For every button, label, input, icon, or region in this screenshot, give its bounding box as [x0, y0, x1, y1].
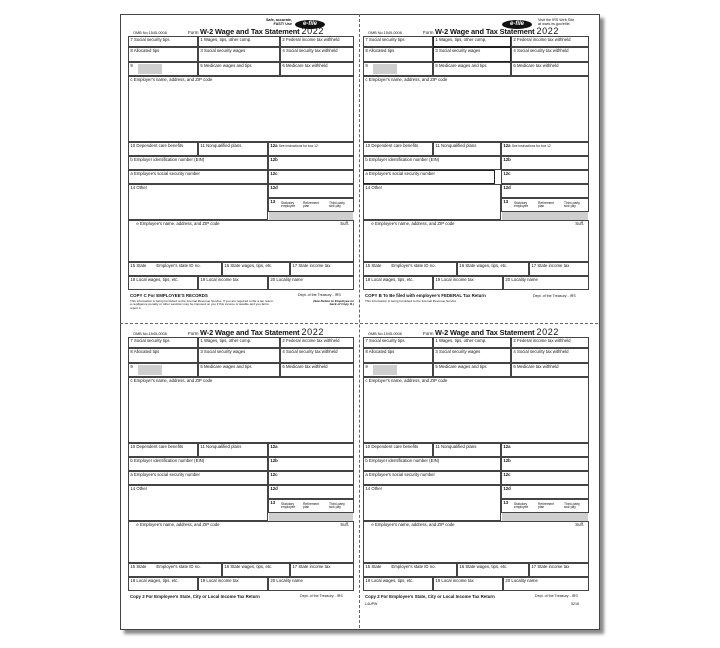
box6-medicare-tax[interactable]: 6 Medicare tax withheld: [280, 62, 354, 76]
box7-social-security-tips[interactable]: 7 Social security tips: [363, 36, 433, 47]
form-title-text: W-2 Wage and Tax Statement: [200, 27, 300, 36]
form-word: Form: [188, 331, 199, 336]
box4-ss-tax[interactable]: 4 Social security tax withheld: [280, 348, 354, 363]
box13-label: 13: [503, 198, 509, 204]
box13-label: 13: [270, 198, 276, 204]
box8-allocated-tips[interactable]: 8 Allocated tips: [128, 348, 198, 363]
box20-locality[interactable]: 20 Locality name: [503, 276, 589, 290]
box4-ss-tax[interactable]: 4 Social security tax withheld: [511, 47, 589, 62]
box15-state[interactable]: [128, 262, 222, 276]
dept-treasury: Dept. of the Treasury - IRS: [535, 594, 578, 598]
product-code: L4UPW: [365, 602, 378, 606]
boxc-employer-name-address[interactable]: c Employer's name, address, and ZIP code: [128, 76, 354, 142]
box16-state-wages[interactable]: 16 State wages, tips, etc.: [222, 563, 290, 577]
see-notice: (See Notice to Employee on back of Copy B.): [313, 299, 354, 307]
boxe-label: e Employee's name, address, and ZIP code: [136, 521, 220, 527]
box12c-label: 12c: [503, 170, 511, 176]
box13-checkboxes[interactable]: [268, 198, 354, 212]
boxb-employer-ein[interactable]: b Employer identification number (EIN): [128, 156, 268, 170]
third-party-sick-pay-checkbox[interactable]: Third-party sick pay: [329, 502, 345, 510]
tax-year: 2022: [301, 26, 324, 36]
box12c[interactable]: [268, 471, 354, 485]
boxc-employer-name-address[interactable]: c Employer's name, address, and ZIP code: [363, 377, 589, 443]
form-title-text: W-2 Wage and Tax Statement: [200, 328, 300, 337]
box13-checkboxes[interactable]: [268, 499, 354, 513]
box12d-label: 12d: [270, 485, 278, 491]
box12a-label: 12a: [270, 443, 278, 449]
boxe-label: e Employee's name, address, and ZIP code: [136, 220, 220, 226]
box13-checkboxes[interactable]: [501, 198, 589, 212]
retirement-plan-checkbox[interactable]: Retirement plan: [303, 502, 320, 510]
box7-social-security-tips[interactable]: 7 Social security tips: [128, 337, 198, 348]
boxe-employee-name-address[interactable]: [128, 220, 354, 262]
form-title-text: W-2 Wage and Tax Statement: [435, 27, 535, 36]
box13-checkboxes[interactable]: [501, 499, 589, 513]
box12-instructions: See instructions for box 12: [278, 143, 318, 148]
box16-state-wages[interactable]: 16 State wages, tips, etc.: [222, 262, 290, 276]
box12d-label: 12d: [270, 184, 278, 190]
tax-year: 2022: [536, 327, 559, 337]
box10-dependent-care[interactable]: 10 Dependent care benefits: [128, 443, 198, 457]
omb-number: OMB No.1545-0008: [133, 332, 167, 336]
box18-local-wages[interactable]: 18 Local wages, tips, etc.: [128, 276, 198, 290]
box3-ss-wages[interactable]: 3 Social security wages: [198, 348, 280, 363]
box12d[interactable]: [501, 184, 589, 198]
box9-shaded-area: [138, 365, 162, 375]
box12b[interactable]: [501, 457, 589, 471]
form-title-text: W-2 Wage and Tax Statement: [435, 328, 535, 337]
form-word: Form: [188, 30, 199, 35]
box6-medicare-tax[interactable]: 6 Medicare tax withheld: [280, 363, 354, 377]
box12b-label: 12b: [503, 156, 511, 162]
box12c[interactable]: [268, 170, 354, 184]
suffix-label: Suff.: [575, 221, 584, 226]
box1-wages[interactable]: 1 Wages, tips, other comp.: [198, 36, 280, 47]
box17-state-tax[interactable]: 17 State income tax: [290, 262, 354, 276]
copy-c-note: This information is being furnished to the Internal Revenue Service. If you are required to file a tax return, a negligence penalty or other sanction may be imposed on you if this income is taxable and you fail to report it.: [130, 299, 274, 310]
box14-other[interactable]: 14 Other: [363, 184, 501, 220]
omb-number: OMB No.1545-0008: [133, 31, 167, 35]
box12a[interactable]: [268, 443, 354, 457]
boxb-employer-ein[interactable]: b Employer identification number (EIN): [128, 457, 268, 471]
copy-2-label: Copy 2 For Employee's State, City or Local Income Tax Return: [130, 594, 260, 599]
box9-label: 9: [130, 363, 133, 369]
box7-social-security-tips[interactable]: 7 Social security tips: [128, 36, 198, 47]
box10-dependent-care[interactable]: 10 Dependent care benefits: [128, 142, 198, 156]
dept-treasury: Dept. of the Treasury - IRS: [300, 594, 343, 598]
box12c-label: 12c: [503, 471, 511, 477]
boxe-label: e Employee's name, address, and ZIP code: [371, 521, 455, 527]
form-word: Form: [423, 30, 434, 35]
vertical-perforation: [359, 14, 360, 628]
box14-other[interactable]: 14 Other: [128, 184, 268, 220]
omb-number: OMB No.1545-0008: [368, 31, 402, 35]
box13-shaded-area: [269, 513, 353, 521]
box16-state-wages[interactable]: 16 State wages, tips, etc.: [457, 262, 529, 276]
box12b-label: 12b: [270, 457, 278, 463]
copy-b-label: COPY B To Be filed with employee's FEDERAL Tax Return: [365, 293, 486, 298]
box10-dependent-care[interactable]: 10 Dependent care benefits: [363, 142, 433, 156]
box4-ss-tax[interactable]: 4 Social security tax withheld: [280, 47, 354, 62]
box12a[interactable]: [268, 142, 354, 156]
box12b[interactable]: [268, 457, 354, 471]
box12a-label: 12a: [503, 142, 511, 148]
boxb-employer-ein[interactable]: b Employer identification number (EIN): [363, 457, 501, 471]
boxa-employee-ssn[interactable]: a Employee's social security number: [128, 471, 268, 485]
box13-label: 13: [270, 499, 276, 505]
form-word: Form: [423, 331, 434, 336]
irs-website-line2: at www.irs.gov/efile.: [538, 22, 571, 26]
retirement-plan-checkbox[interactable]: Retirement plan: [538, 502, 555, 510]
box12d-label: 12d: [503, 485, 511, 491]
box8-allocated-tips[interactable]: 8 Allocated tips: [363, 47, 433, 62]
box19-local-tax[interactable]: 19 Local income tax: [198, 276, 268, 290]
box12a[interactable]: [501, 142, 589, 156]
dept-treasury: Dept. of the Treasury - IRS: [533, 294, 576, 298]
box5-medicare-wages[interactable]: 5 Medicare wages and tips: [433, 363, 511, 377]
box8-allocated-tips[interactable]: 8 Allocated tips: [363, 348, 433, 363]
box12d[interactable]: [268, 184, 354, 198]
form-number: 5216: [571, 602, 579, 606]
boxe-employee-name-address[interactable]: [363, 220, 589, 262]
box9-label: 9: [130, 62, 133, 68]
suffix-label: Suff.: [575, 522, 584, 527]
employer-state-id-label: Employer's state ID no.: [156, 563, 201, 569]
box5-medicare-wages[interactable]: 5 Medicare wages and tips: [433, 62, 511, 76]
boxc-employer-name-address[interactable]: c Employer's name, address, and ZIP code: [363, 76, 589, 142]
box12a[interactable]: [501, 443, 589, 457]
box12c[interactable]: [501, 471, 589, 485]
box1-wages[interactable]: 1 Wages, tips, other comp.: [433, 36, 511, 47]
box9-shaded-area: [138, 64, 162, 74]
box19-local-tax[interactable]: 19 Local income tax: [198, 577, 268, 591]
box16-state-wages[interactable]: 16 State wages, tips, etc.: [457, 563, 529, 577]
box12b-label: 12b: [270, 156, 278, 162]
box15-state[interactable]: [363, 563, 457, 577]
box1-wages[interactable]: 1 Wages, tips, other comp.: [433, 337, 511, 348]
box15-label: 15 State: [365, 262, 382, 268]
copy-2-label: Copy 2 For Employee's State, City or Local Income Tax Return: [365, 594, 495, 599]
box18-local-wages[interactable]: 18 Local wages, tips, etc.: [363, 276, 433, 290]
tax-year: 2022: [536, 26, 559, 36]
w2-form-copy-2-left: [128, 327, 354, 627]
efile-tagline-line2: FAST! Use: [273, 22, 292, 26]
box12d[interactable]: [501, 485, 589, 499]
boxa-employee-ssn[interactable]: a Employee's social security number: [363, 170, 495, 184]
employer-state-id-label: Employer's state ID no.: [156, 262, 201, 268]
w2-form-copy-c: [128, 26, 354, 326]
statutory-employee-checkbox[interactable]: Statutory employee: [281, 201, 296, 209]
box2-federal-tax[interactable]: 2 Federal income tax withheld: [511, 36, 589, 47]
box9-label: 9: [365, 363, 368, 369]
box12d-label: 12d: [503, 184, 511, 190]
efile-tagline: [262, 18, 292, 26]
box15-label: 15 State: [130, 563, 147, 569]
box2-federal-tax[interactable]: 2 Federal income tax withheld: [280, 337, 354, 348]
box20-locality[interactable]: 20 Locality name: [268, 577, 354, 591]
statutory-employee-checkbox[interactable]: Statutory employee: [514, 502, 529, 510]
tax-year: 2022: [301, 327, 324, 337]
boxb-employer-ein[interactable]: b Employer identification number (EIN): [363, 156, 501, 170]
box3-ss-wages[interactable]: 3 Social security wages: [433, 47, 511, 62]
copy-c-label: COPY C For EMPLOYEE'S RECORDS: [130, 293, 208, 298]
box17-state-tax[interactable]: 17 State income tax: [290, 563, 354, 577]
box19-local-tax[interactable]: 19 Local income tax: [433, 276, 503, 290]
efile-logo: e-file: [295, 20, 325, 29]
box17-state-tax[interactable]: 17 State income tax: [529, 563, 589, 577]
box7-social-security-tips[interactable]: 7 Social security tips: [363, 337, 433, 348]
box20-locality[interactable]: 20 Locality name: [503, 577, 589, 591]
box9-shaded-area: [373, 64, 397, 74]
statutory-employee-checkbox[interactable]: Statutory employee: [514, 201, 529, 209]
box18-local-wages[interactable]: 18 Local wages, tips, etc.: [128, 577, 198, 591]
third-party-sick-pay-checkbox[interactable]: Third-party sick pay: [564, 502, 580, 510]
dept-treasury: Dept. of the Treasury - IRS: [298, 293, 341, 297]
omb-number: OMB No.1545-0008: [368, 332, 402, 336]
box6-medicare-tax[interactable]: 6 Medicare tax withheld: [511, 62, 589, 76]
box8-allocated-tips[interactable]: 8 Allocated tips: [128, 47, 198, 62]
box13-shaded-area: [269, 212, 353, 220]
third-party-sick-pay-checkbox[interactable]: Third-party sick pay: [564, 201, 580, 209]
boxe-employee-name-address[interactable]: [128, 521, 354, 563]
statutory-employee-checkbox[interactable]: Statutory employee: [281, 502, 296, 510]
box13-shaded-area: [502, 212, 588, 220]
box6-medicare-tax[interactable]: 6 Medicare tax withheld: [511, 363, 589, 377]
efile-tagline-line1: Safe, accurate,: [265, 18, 292, 22]
box12d[interactable]: [268, 485, 354, 499]
box13-shaded-area: [502, 513, 588, 521]
box12a-label: 12a: [270, 142, 278, 148]
boxa-employee-ssn[interactable]: a Employee's social security number: [128, 170, 268, 184]
box14-other[interactable]: 14 Other: [363, 485, 501, 521]
box17-state-tax[interactable]: 17 State income tax: [529, 262, 589, 276]
boxe-employee-name-address[interactable]: [363, 521, 589, 563]
copy-b-note: This information is being furnished to the Internal Revenue Service: [365, 299, 457, 303]
box12b[interactable]: [268, 156, 354, 170]
box12a-label: 12a: [503, 443, 511, 449]
box11-nonqualified-plans[interactable]: 11 Nonqualified plans: [198, 443, 268, 457]
irs-website-note: [538, 18, 574, 26]
box20-locality[interactable]: 20 Locality name: [268, 276, 354, 290]
box1-wages[interactable]: 1 Wages, tips, other comp.: [198, 337, 280, 348]
box11-nonqualified-plans[interactable]: 11 Nonqualified plans: [433, 142, 501, 156]
box12c-label: 12c: [270, 471, 278, 477]
box13-label: 13: [503, 499, 509, 505]
box5-medicare-wages[interactable]: 5 Medicare wages and tips: [198, 62, 280, 76]
boxa-employee-ssn[interactable]: a Employee's social security number: [363, 471, 501, 485]
box10-dependent-care[interactable]: 10 Dependent care benefits: [363, 443, 433, 457]
w2-form-copy-b: [363, 26, 589, 326]
box12c[interactable]: [501, 170, 589, 184]
suffix-label: Suff.: [340, 522, 349, 527]
box9-shaded-area: [373, 365, 397, 375]
box11-nonqualified-plans[interactable]: 11 Nonqualified plans: [433, 443, 501, 457]
boxe-label: e Employee's name, address, and ZIP code: [371, 220, 455, 226]
box12-instructions: See instructions for box 12: [511, 143, 551, 148]
box18-local-wages[interactable]: 18 Local wages, tips, etc.: [363, 577, 433, 591]
box2-federal-tax[interactable]: 2 Federal income tax withheld: [511, 337, 589, 348]
box15-state[interactable]: [128, 563, 222, 577]
box12c-label: 12c: [270, 170, 278, 176]
efile-logo-right: e-file: [502, 20, 532, 29]
box2-federal-tax[interactable]: 2 Federal income tax withheld: [280, 36, 354, 47]
third-party-sick-pay-checkbox[interactable]: Third-party sick pay: [329, 201, 345, 209]
box3-ss-wages[interactable]: 3 Social security wages: [433, 348, 511, 363]
retirement-plan-checkbox[interactable]: Retirement plan: [303, 201, 320, 209]
w2-form-copy-2-right: [363, 327, 589, 627]
box11-nonqualified-plans[interactable]: 11 Nonqualified plans: [198, 142, 268, 156]
employer-state-id-label: Employer's state ID no.: [391, 563, 436, 569]
box15-label: 15 State: [365, 563, 382, 569]
employer-state-id-label: Employer's state ID no.: [391, 262, 436, 268]
box4-ss-tax[interactable]: 4 Social security tax withheld: [511, 348, 589, 363]
box3-ss-wages[interactable]: 3 Social security wages: [198, 47, 280, 62]
boxc-employer-name-address[interactable]: c Employer's name, address, and ZIP code: [128, 377, 354, 443]
box14-other[interactable]: 14 Other: [128, 485, 268, 521]
box12b-label: 12b: [503, 457, 511, 463]
box5-medicare-wages[interactable]: 5 Medicare wages and tips: [198, 363, 280, 377]
irs-website-line1: Visit the IRS Web Site: [538, 18, 575, 22]
retirement-plan-checkbox[interactable]: Retirement plan: [538, 201, 555, 209]
box9-label: 9: [365, 62, 368, 68]
box12b[interactable]: [501, 156, 589, 170]
box19-local-tax[interactable]: 19 Local income tax: [433, 577, 503, 591]
box15-label: 15 State: [130, 262, 147, 268]
box15-state[interactable]: [363, 262, 457, 276]
suffix-label: Suff.: [340, 221, 349, 226]
